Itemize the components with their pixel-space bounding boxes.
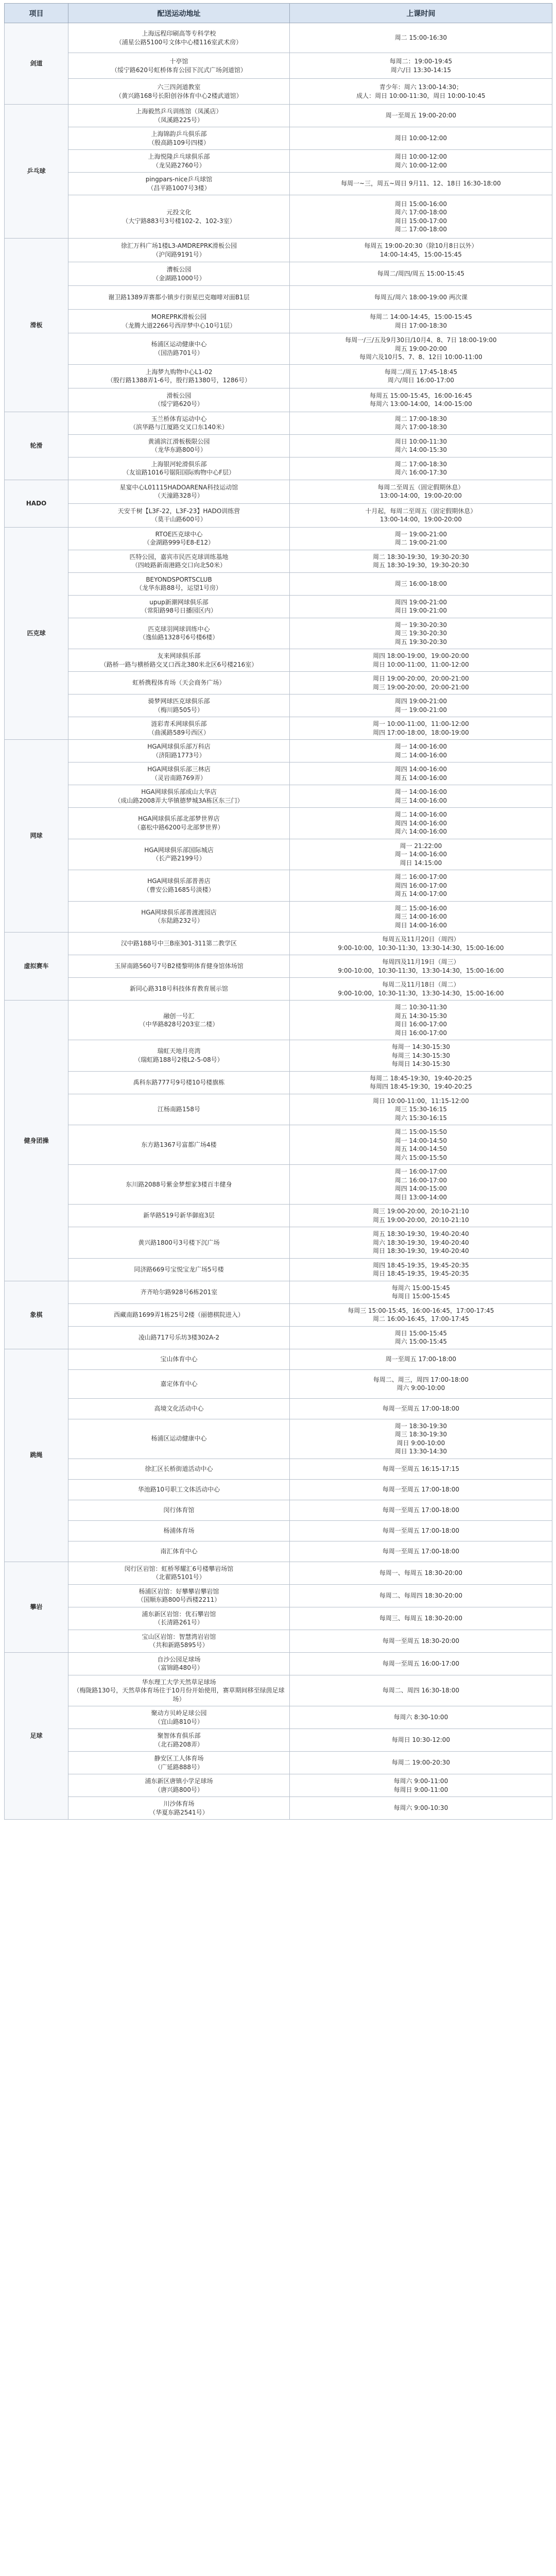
venue-cell: 上海远程印刷高等专科学校 （浦星公路5100号文体中心楼116室武术房）	[68, 23, 290, 53]
table-row	[5, 1520, 552, 1541]
time-cell: 每周一至周五 17:00-18:00	[290, 1541, 552, 1562]
table-row	[5, 412, 552, 434]
time-cell: 周二 15:00-16:30	[290, 23, 552, 53]
time-cell: 每周二 14:00-14:45，15:00-15:45 周日 17:00-18:30	[290, 310, 552, 333]
table-row	[5, 1607, 552, 1630]
venue-cell: 东方路1367号富都广场4楼	[68, 1125, 290, 1165]
venue-cell: 川沙体育场 （华夏东路2541号）	[68, 1797, 290, 1820]
venue-cell: HGA网球俱乐部普渡渡园店 （东陆路232号）	[68, 901, 290, 933]
venue-cell: 同济路669号宝悦宝龙广场5号楼	[68, 1258, 290, 1281]
time-cell: 每周二 18:45-19:30，19:40-20:25 每周四 18:45-19:30，19:40-20:25	[290, 1071, 552, 1094]
table-row	[5, 1071, 552, 1094]
venue-cell: 涟彩青禾网球俱乐部 （曲溪路589号西区）	[68, 717, 290, 740]
header-time: 上课时间	[290, 4, 552, 23]
venue-cell: 上海梦九购物中心L1-02 （殷行路1388弄1-6号，殷行路1380号，1286号）	[68, 364, 290, 388]
venue-cell: 谢卫路1389弄赛都小镇步行街星巴克咖啡对面B1层	[68, 286, 290, 310]
time-cell: 每周五及11月20日（周四） 9:00-10:00，10:30-11:30，13:30-14:30，15:00-16:00	[290, 933, 552, 955]
time-cell: 每周五 15:00-15:45，16:00-16:45 每周六 13:00-14:00，14:00-15:00	[290, 388, 552, 412]
time-cell: 周日 10:00-11:30 周六 14:00-15:30	[290, 434, 552, 457]
venue-cell: 虹桥携程体育场（天会商务广场）	[68, 672, 290, 694]
venue-cell: 匹特公园，嘉宾市民匹克球训练基地 （四岐路新南港路交口向北50米）	[68, 550, 290, 572]
venue-cell: 滑板公园 （绥宁路620号）	[68, 388, 290, 412]
table-row	[5, 694, 552, 717]
venue-cell: 聚智体育俱乐部 （北石路208弄）	[68, 1729, 290, 1752]
category-cell: HADO	[5, 480, 68, 527]
venue-cell: 齐齐哈尔路928号6栋201室	[68, 1281, 290, 1303]
venue-cell: 杨浦区岩馆：好攀攀岩攀岩馆 （国顺东路800号西楼2211）	[68, 1584, 290, 1607]
venue-cell: 十亭馆 （绥宁路620号虹桥体育公园下沉式广场剑道馆）	[68, 53, 290, 79]
table-body	[5, 23, 552, 1820]
table-row	[5, 1479, 552, 1500]
time-cell: 周四 19:00-21:00 周日 19:00-21:00	[290, 595, 552, 618]
table-row	[5, 870, 552, 902]
time-cell: 周三 16:00-18:00	[290, 572, 552, 595]
venue-cell: 东川路2088号紫金梦想家3楼百丰健身	[68, 1165, 290, 1205]
time-cell: 每周一至周五 16:00-17:00	[290, 1652, 552, 1675]
time-cell: 周五 18:30-19:30，19:40-20:40 周六 18:30-19:30，19:40-20:40 周日 18:30-19:30，19:40-20:40	[290, 1227, 552, 1259]
venue-cell: 华池路10号职工文体活动中心	[68, 1479, 290, 1500]
time-cell: 每周六 8:30-10:00	[290, 1706, 552, 1729]
time-cell: 周四 18:45-19:35，19:45-20:35 周日 18:45-19:35，19:45-20:35	[290, 1258, 552, 1281]
venue-cell: 上海银河轮滑俱乐部 （友谊路1016号锯阳国际购物中心F层）	[68, 457, 290, 480]
table-row	[5, 1349, 552, 1369]
venue-cell: 六三四剑道教室 （黄兴路168号长阳创谷体育中心2楼武道馆）	[68, 79, 290, 105]
header-category: 项目	[5, 4, 68, 23]
venue-cell: 玉兰桥体育运动中心 （滨华路与江厦路交叉口东140米）	[68, 412, 290, 434]
venue-cell: 南汇体育中心	[68, 1541, 290, 1562]
table-row	[5, 364, 552, 388]
venue-cell: 静安区工人体育场 （广延路888号）	[68, 1752, 290, 1774]
venue-cell: HGA网球俱乐部普善店 （曹安公路1685号淡楼）	[68, 870, 290, 902]
category-cell: 匹克球	[5, 527, 68, 740]
table-row	[5, 1500, 552, 1520]
table-row	[5, 1001, 552, 1040]
table-row	[5, 618, 552, 649]
table-row	[5, 550, 552, 572]
venue-cell: 星宴中心L01115HADOARENA科技运动馆 （天潼路328号）	[68, 480, 290, 503]
time-cell: 每周二至周五（固定假期休息） 13:00-14:00，19:00-20:00	[290, 480, 552, 503]
time-cell: 青少年：周六 13:00-14:30； 成人：周日 10:00-11:30，周日 10:00-10:45	[290, 79, 552, 105]
table-row	[5, 717, 552, 740]
venue-cell: 杨浦体育场	[68, 1520, 290, 1541]
time-cell: 周日 15:00-16:00 周六 17:00-18:00 周日 15:00-17:00 周二 17:00-18:00	[290, 195, 552, 239]
time-cell: 每周六 15:00-15:45 每周日 15:00-15:45	[290, 1281, 552, 1303]
time-cell: 每周二及11月18日（周二） 9:00-10:00，10:30-11:30，13:30-14:30，15:00-16:00	[290, 978, 552, 1001]
table-row	[5, 1562, 552, 1584]
venue-cell: 宝山区岩馆：智慧湾岩岩馆 （共和新路5895号）	[68, 1630, 290, 1652]
table-row	[5, 649, 552, 672]
table-row	[5, 785, 552, 808]
time-cell: 每周二/周五 17:45-18:45 周六/周日 16:00-17:00	[290, 364, 552, 388]
table-row	[5, 672, 552, 694]
venue-cell: 杨浦区运动健康中心	[68, 1419, 290, 1459]
time-cell: 每周四及11月19日（周三） 9:00-10:00，10:30-11:30，13:30-14:30，15:00-16:00	[290, 955, 552, 978]
time-cell: 每周二、每周四 18:30-20:00	[290, 1584, 552, 1607]
table-row	[5, 1652, 552, 1675]
time-cell: 每周一~三，周五~周日 9月11、12、18日 16:30-18:00	[290, 173, 552, 195]
time-cell: 周日 10:00-11:00，11:15-12:00 周三 15:30-16:15 周六 15:30-16:15	[290, 1094, 552, 1125]
time-cell: 每周二/周四/周五 15:00-15:45	[290, 262, 552, 286]
table-row	[5, 1369, 552, 1398]
time-cell: 周四 14:00-16:00 周五 14:00-16:00	[290, 762, 552, 785]
table-row	[5, 572, 552, 595]
venue-cell: 宝山体育中心	[68, 1349, 290, 1369]
venue-cell: 匹克球羽网球训练中心 （逸仙路1328号6号楼6楼）	[68, 618, 290, 649]
time-cell: 周日 10:00-12:00	[290, 127, 552, 150]
table-row	[5, 1258, 552, 1281]
table-row	[5, 1584, 552, 1607]
venue-cell: 江杨南路158号	[68, 1094, 290, 1125]
venue-cell: RTOE匹克球中心 （金湖路999号E8-E12）	[68, 527, 290, 550]
venue-cell: HGA网球俱乐部万科店 （济阳路1773号）	[68, 740, 290, 762]
venue-cell: 新同心路318号科技体育教育展示馆	[68, 978, 290, 1001]
time-cell: 周四 19:00-21:00 周一 19:00-21:00	[290, 694, 552, 717]
venue-cell: 瑞虹天地月亮湾 （瑞虹路188号2楼L2-5-08号）	[68, 1040, 290, 1072]
time-cell: 周日 19:00-20:00，20:00-21:00 周三 19:00-20:00，20:00-21:00	[290, 672, 552, 694]
table-row	[5, 434, 552, 457]
time-cell: 周一 10:00-11:00，11:00-12:00 周四 17:00-18:00，18:00-19:00	[290, 717, 552, 740]
venue-cell: 浦东新区岩馆：优石攀岩馆 （长清路261号）	[68, 1607, 290, 1630]
venue-cell: 上海毅然乒乓训练馆（凤溪店） （凤溪路225号）	[68, 105, 290, 127]
table-row	[5, 239, 552, 262]
table-row	[5, 457, 552, 480]
venue-cell: HGA网球俱乐部成山大华店 （成山路2008弄大华镇德梦城3A栋区东三门）	[68, 785, 290, 808]
time-cell: 周二 17:00-18:30 周六 16:00-17:30	[290, 457, 552, 480]
category-cell: 滑板	[5, 239, 68, 412]
table-row	[5, 1541, 552, 1562]
table-row	[5, 1797, 552, 1820]
table-row	[5, 23, 552, 53]
venue-cell: 汉中路188号中三B座301-311第二教学区	[68, 933, 290, 955]
header-venue: 配送运动地址	[68, 4, 290, 23]
time-cell: 周一 18:30-19:30 周三 18:30-19:30 周日 9:00-10:00 周日 13:30-14:30	[290, 1419, 552, 1459]
time-cell: 每周六 9:00-10:30	[290, 1797, 552, 1820]
time-cell: 每周二：19:00-19:45 周六/日 13:30-14:15	[290, 53, 552, 79]
venue-cell: 闵行体育馆	[68, 1500, 290, 1520]
table-row	[5, 527, 552, 550]
category-cell: 轮滑	[5, 412, 68, 480]
venue-cell: 漕板公园 （金湖路1000号）	[68, 262, 290, 286]
time-cell: 每周一至周五 18:30-20:00	[290, 1630, 552, 1652]
table-row	[5, 595, 552, 618]
time-cell: 每周一至周五 17:00-18:00	[290, 1520, 552, 1541]
table-row	[5, 978, 552, 1001]
venue-cell: 上海锦韵乒乓俱乐部 （殷高路109号四楼）	[68, 127, 290, 150]
venue-cell: 友来网球俱乐部 （路桥一路与横桥路交叉口西北380米北区6号楼216室）	[68, 649, 290, 672]
table-header-row	[5, 4, 552, 23]
category-cell: 象棋	[5, 1281, 68, 1349]
table-row	[5, 79, 552, 105]
time-cell: 每周二 19:00-20:30	[290, 1752, 552, 1774]
time-cell: 每周一至周五 16:15-17:15	[290, 1459, 552, 1479]
venue-cell: 徐汇万科广场1楼L3-AMDREPRK滑板公园 （沪闵路9191号）	[68, 239, 290, 262]
time-cell: 周一 19:30-20:30 周三 19:30-20:30 周五 19:30-20:30	[290, 618, 552, 649]
table-row	[5, 1326, 552, 1349]
venue-cell: 杨浦区运动健康中心 （国浩路701号）	[68, 333, 290, 365]
venue-cell: 聚动方贝岭足球公园 （宜山路810号）	[68, 1706, 290, 1729]
table-row	[5, 1205, 552, 1227]
table-row	[5, 1752, 552, 1774]
schedule-table	[4, 3, 552, 1820]
table-row	[5, 1227, 552, 1259]
time-cell: 每周二、周三，周四 17:00-18:00 周六 9:00-10:00	[290, 1369, 552, 1398]
table-row	[5, 839, 552, 870]
venue-cell: 浦东新区唐镇小学足球场 （唐兴路800号）	[68, 1774, 290, 1797]
time-cell: 周一 14:00-16:00 周二 14:00-16:00	[290, 740, 552, 762]
time-cell: 周三 19:00-20:00，20:10-21:10 周五 19:00-20:00，20:10-21:10	[290, 1205, 552, 1227]
table-row	[5, 1459, 552, 1479]
table-row	[5, 1165, 552, 1205]
time-cell: 每周三 15:00-15:45，16:00-16:45，17:00-17:45 周二 16:00-16:45，17:00-17:45	[290, 1303, 552, 1326]
time-cell: 每周六 9:00-11:00 每周日 9:00-11:00	[290, 1774, 552, 1797]
time-cell: 周二 17:00-18:30 周六 17:00-18:30	[290, 412, 552, 434]
table-row	[5, 127, 552, 150]
time-cell: 周日 10:00-12:00 周六 10:00-12:00	[290, 150, 552, 173]
venue-cell: HGA网球俱乐部国际城店 （长产路2199号）	[68, 839, 290, 870]
table-row	[5, 808, 552, 839]
table-row	[5, 901, 552, 933]
category-cell: 剑道	[5, 23, 68, 105]
time-cell: 周一至周五 17:00-18:00	[290, 1349, 552, 1369]
venue-cell: HGA网球俱乐部北部梦世界店 （嘉松中路6200号北部梦世界）	[68, 808, 290, 839]
table-row	[5, 53, 552, 79]
time-cell: 周二 16:00-17:00 周四 16:00-17:00 周五 14:00-17:00	[290, 870, 552, 902]
time-cell: 每周二、周四 16:30-18:00	[290, 1675, 552, 1706]
table-row	[5, 1675, 552, 1706]
venue-cell: 凌山路717号乐坊3楼302A-2	[68, 1326, 290, 1349]
table-row	[5, 388, 552, 412]
time-cell: 每周日 10:30-12:00	[290, 1729, 552, 1752]
table-row	[5, 1094, 552, 1125]
table-row	[5, 262, 552, 286]
table-row	[5, 1281, 552, 1303]
venue-cell: 融创一号汇 （中华路828号203室二楼）	[68, 1001, 290, 1040]
time-cell: 周二 18:30-19:30，19:30-20:30 周五 18:30-19:30，19:30-20:30	[290, 550, 552, 572]
table-row	[5, 955, 552, 978]
time-cell: 周一 16:00-17:00 周二 16:00-17:00 周四 14:00-15:00 周日 13:00-14:00	[290, 1165, 552, 1205]
table-row	[5, 503, 552, 527]
time-cell: 每周一至周五 17:00-18:00	[290, 1500, 552, 1520]
category-cell: 健身团操	[5, 1001, 68, 1281]
time-cell: 周一至周五 19:00-20:00	[290, 105, 552, 127]
venue-cell: HGA网球俱乐部三林店 （灵岩南路769弄）	[68, 762, 290, 785]
venue-cell: 骑梦网球匹克球俱乐部 （梅川路505号）	[68, 694, 290, 717]
table-row	[5, 333, 552, 365]
table-row	[5, 286, 552, 310]
table-row	[5, 310, 552, 333]
table-row	[5, 1419, 552, 1459]
venue-cell: 徐汇区长桥街道活动中心	[68, 1459, 290, 1479]
time-cell: 每周一 14:30-15:30 每周三 14:30-15:30 每周日 14:30-15:30	[290, 1040, 552, 1072]
table-row	[5, 740, 552, 762]
time-cell: 每周五 19:00-20:30（除10月8日以外） 14:00-14:45，15:00-15:45	[290, 239, 552, 262]
time-cell: 十月起，每周二至周五（固定假期休息） 13:00-14:00，19:00-20:00	[290, 503, 552, 527]
table-row	[5, 933, 552, 955]
time-cell: 每周一至周五 17:00-18:00	[290, 1479, 552, 1500]
time-cell: 每周一至周五 17:00-18:00	[290, 1398, 552, 1419]
table-row	[5, 195, 552, 239]
venue-cell: 西藏南路1699弄1栋25号2楼（丽德棋院进入）	[68, 1303, 290, 1326]
venue-cell: 玉屏南路560号7号B2楼黎明体育健身馆体场馆	[68, 955, 290, 978]
time-cell: 周一 14:00-16:00 周三 14:00-16:00	[290, 785, 552, 808]
time-cell: 周二 15:00-16:00 周三 14:00-16:00 周日 14:00-16:00	[290, 901, 552, 933]
venue-cell: upup新潮网球俱乐部 （常阳路98号日播园区内）	[68, 595, 290, 618]
venue-cell: 天安千树【L3F-22，L3F-23】HADO训练营 （莫干山路600号）	[68, 503, 290, 527]
time-cell: 周二 15:00-15:50 周一 14:00-14:50 周五 14:00-14:50 周六 15:00-15:50	[290, 1125, 552, 1165]
category-cell: 足球	[5, 1652, 68, 1820]
venue-cell: BEYONDSPORTSCLUB （龙华东路88号，运望1号房）	[68, 572, 290, 595]
time-cell: 每周一/三/五及9月30日/10月4、8、7日 18:00-19:00 周五 19:00-20:00 每周六及10月5、7、8、12日 10:00-11:00	[290, 333, 552, 365]
table-row	[5, 1398, 552, 1419]
table-row	[5, 1729, 552, 1752]
venue-cell: MOREPRK滑板公园 （龙腾大道2266号西岸梦中心10号1层）	[68, 310, 290, 333]
category-cell: 跳绳	[5, 1349, 68, 1562]
table-row	[5, 173, 552, 195]
time-cell: 每周三、每周五 18:30-20:00	[290, 1607, 552, 1630]
category-cell: 虚拟赛车	[5, 933, 68, 1001]
time-cell: 每周一、每周五 18:30-20:00	[290, 1562, 552, 1584]
venue-cell: 嘉定体育中心	[68, 1369, 290, 1398]
time-cell: 周一 21:22:00 周一 14:00-16:00 周日 14:15:00	[290, 839, 552, 870]
time-cell: 每周五/周六 18:00-19:00 两次课	[290, 286, 552, 310]
table-row	[5, 150, 552, 173]
table-row	[5, 1630, 552, 1652]
time-cell: 周一 19:00-21:00 周二 19:00-21:00	[290, 527, 552, 550]
table-row	[5, 762, 552, 785]
venue-cell: 闵行区岩馆：虹桥琴耀汇6号楼攀岩场馆 （北翟路5101号）	[68, 1562, 290, 1584]
category-cell: 网球	[5, 740, 68, 933]
category-cell: 乒乓球	[5, 105, 68, 239]
table-row	[5, 1774, 552, 1797]
time-cell: 周二 14:00-16:00 周四 14:00-16:00 周六 14:00-16:00	[290, 808, 552, 839]
table-row	[5, 1125, 552, 1165]
venue-cell: 自沙公园足球场 （富锦路480号）	[68, 1652, 290, 1675]
venue-cell: 禹科东路777号9号楼10号楼旗栋	[68, 1071, 290, 1094]
time-cell: 周二 10:30-11:30 周五 14:30-15:30 周日 16:00-17:00 周日 16:00-17:00	[290, 1001, 552, 1040]
venue-cell: 上海悦隆乒乓球俱乐部 （龙吴路2760号）	[68, 150, 290, 173]
table-row	[5, 480, 552, 503]
table-row	[5, 1706, 552, 1729]
venue-cell: pingpars-nice乒乓球馆 （昌平路1007号3楼）	[68, 173, 290, 195]
venue-cell: 华东理工大学天然草足球场 （梅陇路130号，天然草体育场往于10月份开始使用，赛草期间移至绿茵足球场）	[68, 1675, 290, 1706]
table-row	[5, 1040, 552, 1072]
table-row	[5, 105, 552, 127]
venue-cell: 新华路519号新华御庭3层	[68, 1205, 290, 1227]
venue-cell: 黄兴路1800号3号楼下沉广场	[68, 1227, 290, 1259]
venue-cell: 元投文化 （大宁路883号3号楼102-2、102-3室）	[68, 195, 290, 239]
time-cell: 周日 15:00-15:45 周六 15:00-15:45	[290, 1326, 552, 1349]
time-cell: 周四 18:00-19:00，19:00-20:00 周日 10:00-11:00，11:00-12:00	[290, 649, 552, 672]
table-row	[5, 1303, 552, 1326]
venue-cell: 高境文化活动中心	[68, 1398, 290, 1419]
venue-cell: 黄浦滨江滑板极限公园 （龙华东路800号）	[68, 434, 290, 457]
category-cell: 攀岩	[5, 1562, 68, 1652]
